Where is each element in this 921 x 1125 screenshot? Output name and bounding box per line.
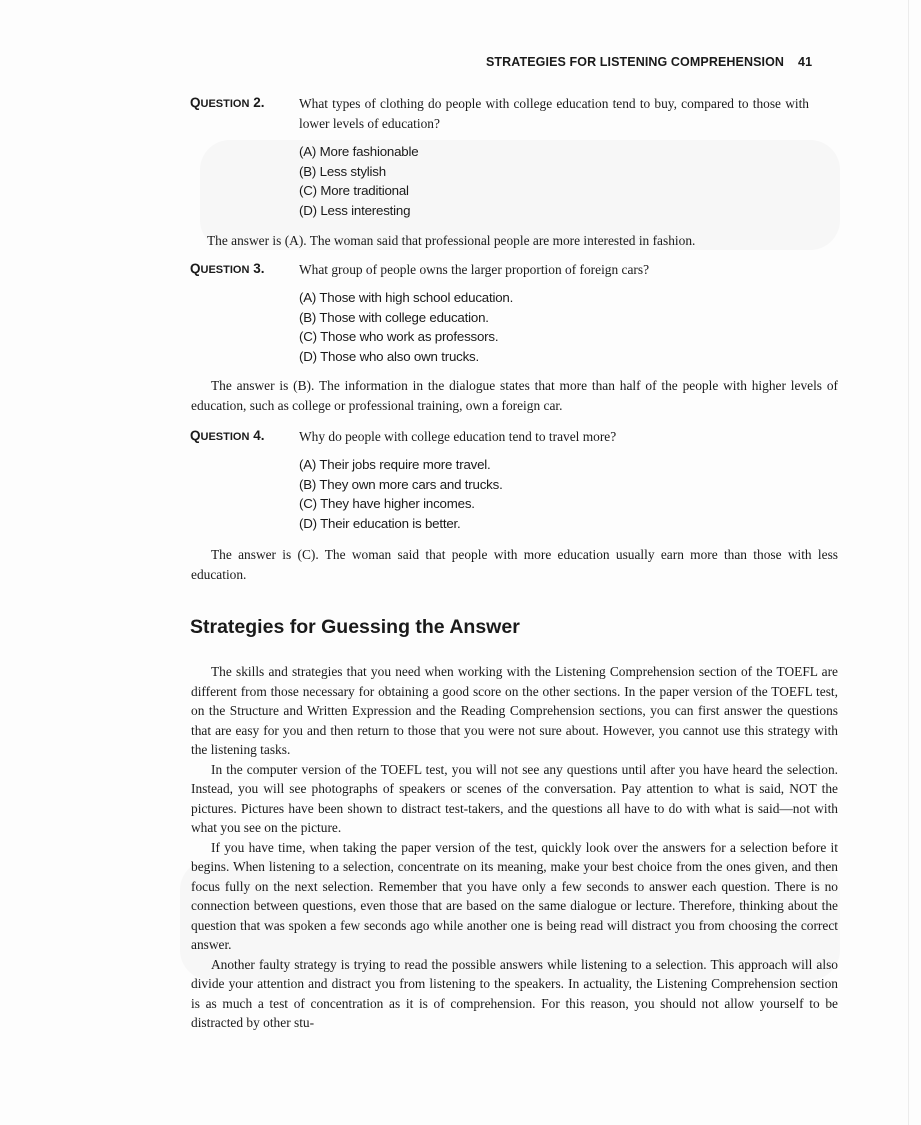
option-c: (C) Those who work as professors. xyxy=(299,329,499,345)
label-prefix: Q xyxy=(190,261,201,276)
answer-text: The answer is (C). The woman said that people with more education usually earn more than those with less education. xyxy=(191,547,838,582)
question-4-options xyxy=(299,455,503,534)
label-number: 2. xyxy=(253,95,265,110)
answer-text: The answer is (B). The information in the dialogue states that more than half of the people with higher levels of education, such as college or professional training, own a foreign car. xyxy=(191,378,838,413)
label-small-caps: UESTION xyxy=(200,431,250,443)
question-2-options xyxy=(299,142,418,221)
body-paragraph-4: Another faulty strategy is trying to read the possible answers while listening to a selection. This approach will also divide your attention and distract you from listening to the speakers. In actuality, the Listening Comprehension section is as much a test of concentration as it is of comprehension. For this reason, you should not allow yourself to be distracted by other stu- xyxy=(191,956,838,1030)
label-number: 4. xyxy=(253,428,265,443)
page-number: 41 xyxy=(798,55,813,69)
question-3-text: What group of people owns the larger proportion of foreign cars? xyxy=(299,262,650,277)
running-head xyxy=(486,55,836,69)
question-4-text: Why do people with college education tend to travel more? xyxy=(299,429,617,444)
question-3-options xyxy=(299,288,513,367)
question-3-label xyxy=(190,261,264,276)
option-b: (B) Less stylish xyxy=(299,163,386,179)
question-2-answer: The answer is (A). The woman said that professional people are more interested in fashion. xyxy=(207,233,696,248)
label-prefix: Q xyxy=(190,428,201,443)
label-small-caps: UESTION xyxy=(200,264,250,276)
question-2-text: What types of clothing do people with college education tend to buy, compared to those with lower levels of education? xyxy=(299,96,809,131)
label-prefix: Q xyxy=(190,95,201,110)
option-b: (B) Those with college education. xyxy=(299,309,489,325)
question-4-answer xyxy=(191,545,838,584)
question-2-label xyxy=(190,95,264,110)
option-d: (D) Less interesting xyxy=(299,203,411,219)
label-number: 3. xyxy=(253,261,265,276)
option-b: (B) They own more cars and trucks. xyxy=(299,476,503,492)
option-c: (C) More traditional xyxy=(299,183,409,199)
section-body xyxy=(191,662,838,1033)
running-head-title: STRATEGIES FOR LISTENING COMPREHENSION xyxy=(486,55,785,69)
question-4-label xyxy=(190,428,264,443)
question-3-answer xyxy=(191,376,838,415)
section-heading: Strategies for Guessing the Answer xyxy=(190,616,520,638)
option-c: (C) They have higher incomes. xyxy=(299,496,475,512)
body-paragraph-2: In the computer version of the TOEFL test, you will not see any questions until after you have heard the selection. Instead, you will see photographs of speakers or scenes of the conversation. Pay attention to what is said, NOT the pictures. Pictures have been shown to distract test-takers, and the questions all have to do with what is said—not with what you see on the picture. xyxy=(191,761,838,835)
option-d: (D) Their education is better. xyxy=(299,516,461,532)
body-paragraph-3: If you have time, when taking the paper version of the test, quickly look over the answers for a selection before it begins. When listening to a selection, concentrate on its meaning, make your best choice from the ones given, and then focus fully on the next selection. Remember that you have only a few seconds to answer each question. There is no connection between questions, even those that are based on the same dialogue or lecture. Therefore, thinking about the question that was spoken a few seconds ago while another one is being read will distract you from choosing the correct answer. xyxy=(191,839,838,952)
option-d: (D) Those who also own trucks. xyxy=(299,349,479,365)
label-small-caps: UESTION xyxy=(200,98,250,110)
option-a: (A) Those with high school education. xyxy=(299,290,514,305)
page-edge xyxy=(908,0,909,1125)
body-paragraph-1: The skills and strategies that you need when working with the Listening Comprehension section of the TOEFL are different from those necessary for obtaining a good score on the other sections. In the paper version of the TOEFL test, on the Structure and Written Expression and the Reading Comprehension sections, you can first answer the questions that are easy for you and then return to those that you were not sure about. However, you cannot use this strategy with the listening tasks. xyxy=(191,664,838,757)
option-a: (A) Their jobs require more travel. xyxy=(299,457,491,472)
option-a: (A) More fashionable xyxy=(299,144,419,159)
